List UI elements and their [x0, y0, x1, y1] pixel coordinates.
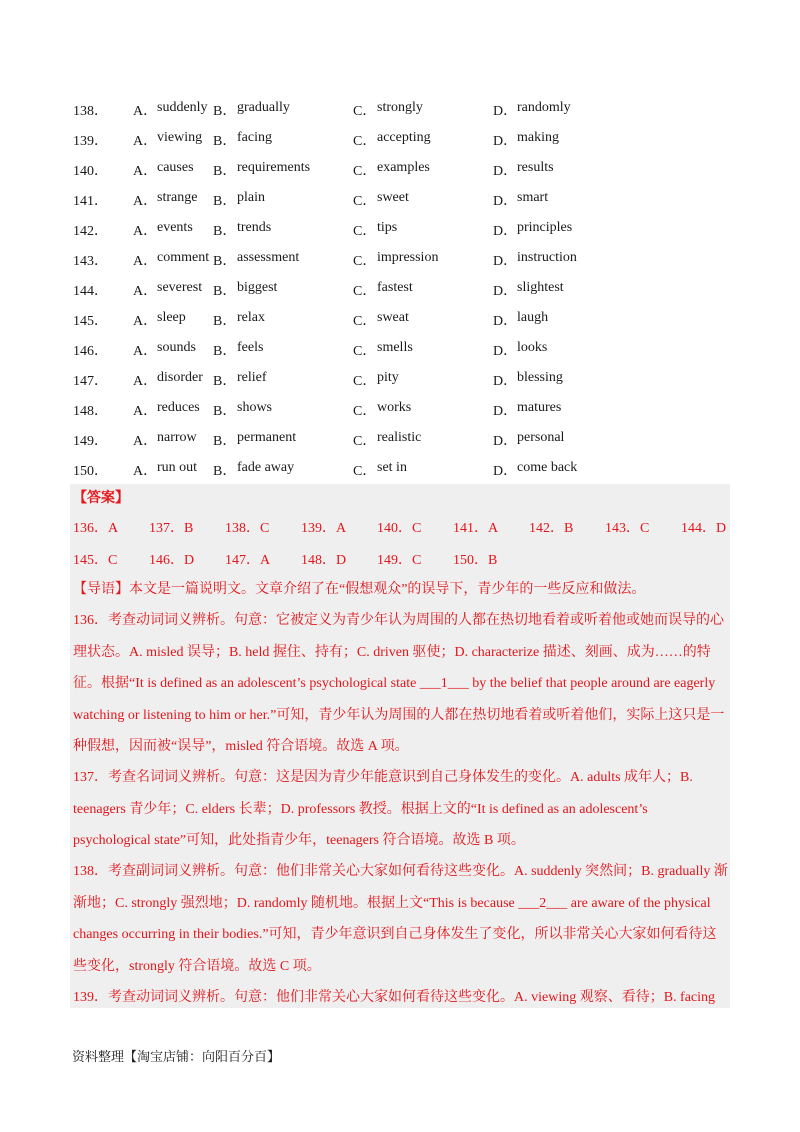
- option-text: fade away: [237, 460, 295, 475]
- option-c: [353, 130, 493, 150]
- option-a: [133, 280, 213, 300]
- option-text: sleep: [157, 310, 186, 325]
- question-number: 144．: [73, 284, 108, 299]
- option-letter: D．: [493, 194, 518, 209]
- option-letter: D．: [493, 224, 518, 239]
- option-text: strange: [157, 190, 198, 205]
- option-text: smart: [517, 190, 549, 205]
- option-letter: C．: [353, 104, 377, 119]
- question-row: [73, 335, 733, 365]
- option-a: [133, 250, 213, 270]
- option-letter: A．: [133, 164, 158, 179]
- option-letter: B．: [213, 194, 237, 209]
- option-a: [133, 400, 213, 420]
- option-text: sweet: [377, 190, 409, 205]
- option-text: laugh: [517, 310, 549, 325]
- option-letter: B．: [213, 344, 237, 359]
- answer-item: 141．A: [453, 521, 499, 536]
- option-b: [213, 460, 353, 480]
- option-letter: B．: [213, 374, 237, 389]
- question-row: [73, 245, 733, 275]
- explanation-138: 138．考查副词词义辨析。句意：他们非常关心大家如何看待这些变化。A. suddenly 突然间；B. gradually 渐渐地；C. strongly 强烈地；D. randomly 随机地。根据上文“This is because ___2___ are aware of the physical changes occurring in their bodies.”可知，青少年意识到自己身体发生了变化，所以非常关心大家如何看待这些变化，strongly 符合语境。故选 C 项。: [73, 864, 728, 974]
- question-row: [73, 155, 733, 185]
- option-letter: C．: [353, 284, 377, 299]
- option-b: [213, 370, 353, 390]
- option-c: [353, 220, 493, 240]
- option-letter: A．: [133, 374, 158, 389]
- answer-item: 137．B: [149, 521, 194, 536]
- option-letter: B．: [213, 164, 237, 179]
- option-letter: B．: [213, 404, 237, 419]
- option-letter: C．: [353, 194, 377, 209]
- question-row: [73, 215, 733, 245]
- question-row: [73, 305, 733, 335]
- question-number: 146．: [73, 344, 108, 359]
- answer-key-row-2: [73, 549, 529, 569]
- option-d: [493, 400, 633, 420]
- explanation-137: 137．考查名词词义辨析。句意：这是因为青少年能意识到自己身体发生的变化。A. adults 成年人；B. teenagers 青少年；C. elders 长辈；D. professors 教授。根据上文的“It is defined as an adolescent’s psychological state”可知，此处指青少年，teenagers 符合语境。故选 B 项。: [73, 770, 693, 848]
- option-text: results: [517, 160, 554, 175]
- option-letter: C．: [353, 464, 377, 479]
- option-text: requirements: [237, 160, 311, 175]
- option-c: [353, 340, 493, 360]
- option-text: fastest: [377, 280, 413, 295]
- option-text: accepting: [377, 130, 431, 145]
- option-letter: D．: [493, 464, 518, 479]
- option-b: [213, 280, 353, 300]
- option-text: slightest: [517, 280, 564, 295]
- explanation-136: 136．考查动词词义辨析。句意：它被定义为青少年认为周围的人都在热切地看着或听着他或她而误导的心理状态。A. misled 误导；B. held 握住、持有；C. driven 驱使；D. characterize 描述、刻画、成为……的特征。根据“It is defined as an adolescent’s psychological state ___1___ by the belief that people around are eagerly watching or listening to him or her.”可知，青少年认为周围的人都在热切地看着或听着他们，实际上这只是一种假想，因而被“误导”，misled 符合语境。故选 A 项。: [73, 613, 725, 754]
- question-number: 142．: [73, 224, 108, 239]
- question-number: 145．: [73, 314, 108, 329]
- answer-item: 136．A: [73, 521, 119, 536]
- answer-item: 144．D: [681, 521, 727, 536]
- option-text: impression: [377, 250, 439, 265]
- option-a: [133, 220, 213, 240]
- option-letter: B．: [213, 434, 237, 449]
- option-c: [353, 370, 493, 390]
- answer-item: 138．C: [225, 521, 270, 536]
- option-text: instruction: [517, 250, 577, 265]
- option-text: sweat: [377, 310, 409, 325]
- footer-note: 资料整理【淘宝店铺：向阳百分百】: [72, 1049, 281, 1064]
- explanation-139: 139．考查动词词义辨析。句意：他们非常关心大家如何看待这些变化。A. viewing 观察、看待；B. facing: [73, 990, 716, 1005]
- option-letter: C．: [353, 254, 377, 269]
- answer-key-row-1: [73, 517, 757, 537]
- option-text: tips: [377, 220, 398, 235]
- option-c: [353, 310, 493, 330]
- question-number: 148．: [73, 404, 108, 419]
- option-letter: A．: [133, 224, 158, 239]
- answer-item: 149．C: [377, 553, 422, 568]
- option-c: [353, 280, 493, 300]
- option-letter: B．: [213, 464, 237, 479]
- answer-heading: 【答案】: [73, 491, 129, 506]
- option-letter: C．: [353, 224, 377, 239]
- option-a: [133, 370, 213, 390]
- option-letter: D．: [493, 344, 518, 359]
- option-c: [353, 400, 493, 420]
- question-options-list: [73, 95, 733, 485]
- option-letter: A．: [133, 404, 158, 419]
- option-b: [213, 130, 353, 150]
- option-a: [133, 460, 213, 480]
- option-text: biggest: [237, 280, 278, 295]
- option-c: [353, 430, 493, 450]
- option-text: smells: [377, 340, 413, 355]
- option-text: narrow: [157, 430, 197, 445]
- option-letter: D．: [493, 164, 518, 179]
- option-text: disorder: [157, 370, 203, 385]
- option-text: sounds: [157, 340, 196, 355]
- option-d: [493, 190, 633, 210]
- option-text: permanent: [237, 430, 297, 445]
- question-row: [73, 275, 733, 305]
- option-letter: D．: [493, 254, 518, 269]
- option-d: [493, 220, 633, 240]
- option-d: [493, 370, 633, 390]
- answer-item: 143．C: [605, 521, 650, 536]
- option-letter: A．: [133, 434, 158, 449]
- question-number: 138．: [73, 104, 108, 119]
- option-c: [353, 100, 493, 120]
- option-d: [493, 130, 633, 150]
- answer-item: 142．B: [529, 521, 574, 536]
- option-letter: D．: [493, 104, 518, 119]
- question-row: [73, 365, 733, 395]
- option-text: assessment: [237, 250, 300, 265]
- option-text: pity: [377, 370, 399, 385]
- question-row: [73, 395, 733, 425]
- option-a: [133, 430, 213, 450]
- option-d: [493, 280, 633, 300]
- option-letter: B．: [213, 254, 237, 269]
- question-row: [73, 455, 733, 485]
- option-b: [213, 220, 353, 240]
- option-d: [493, 430, 633, 450]
- option-letter: D．: [493, 404, 518, 419]
- option-a: [133, 190, 213, 210]
- option-text: severest: [157, 280, 203, 295]
- option-b: [213, 400, 353, 420]
- question-row: [73, 425, 733, 455]
- option-d: [493, 310, 633, 330]
- option-letter: A．: [133, 104, 158, 119]
- option-b: [213, 430, 353, 450]
- option-letter: C．: [353, 374, 377, 389]
- option-letter: C．: [353, 344, 377, 359]
- option-a: [133, 160, 213, 180]
- option-text: randomly: [517, 100, 571, 115]
- option-letter: D．: [493, 434, 518, 449]
- option-text: shows: [237, 400, 273, 415]
- option-text: viewing: [157, 130, 203, 145]
- option-text: matures: [517, 400, 562, 415]
- option-text: feels: [237, 340, 264, 355]
- option-letter: D．: [493, 284, 518, 299]
- option-a: [133, 100, 213, 120]
- question-number: 141．: [73, 194, 108, 209]
- option-c: [353, 190, 493, 210]
- option-b: [213, 340, 353, 360]
- option-b: [213, 160, 353, 180]
- question-row: [73, 95, 733, 125]
- option-text: set in: [377, 460, 407, 475]
- option-text: making: [517, 130, 559, 145]
- option-a: [133, 340, 213, 360]
- option-letter: A．: [133, 284, 158, 299]
- option-letter: A．: [133, 314, 158, 329]
- answer-item: 145．C: [73, 553, 118, 568]
- option-d: [493, 250, 633, 270]
- option-letter: C．: [353, 164, 377, 179]
- option-text: facing: [237, 130, 272, 145]
- question-number: 139．: [73, 134, 108, 149]
- option-d: [493, 100, 633, 120]
- question-number: 149．: [73, 434, 108, 449]
- option-letter: A．: [133, 134, 158, 149]
- option-text: trends: [237, 220, 272, 235]
- answer-section: [70, 484, 730, 1008]
- option-text: principles: [517, 220, 573, 235]
- option-c: [353, 250, 493, 270]
- option-text: examples: [377, 160, 430, 175]
- option-text: looks: [517, 340, 548, 355]
- question-number: 140．: [73, 164, 108, 179]
- answer-item: 147．A: [225, 553, 271, 568]
- option-b: [213, 190, 353, 210]
- option-text: relief: [237, 370, 267, 385]
- question-row: [73, 125, 733, 155]
- option-text: comment: [157, 250, 210, 265]
- option-letter: D．: [493, 134, 518, 149]
- answer-item: 148．D: [301, 553, 347, 568]
- option-text: suddenly: [157, 100, 208, 115]
- option-a: [133, 130, 213, 150]
- option-text: works: [377, 400, 412, 415]
- option-letter: B．: [213, 284, 237, 299]
- option-text: run out: [157, 460, 198, 475]
- guide-paragraph: 【导语】本文是一篇说明文。文章介绍了在“假想观众”的误导下，青少年的一些反应和做法。: [73, 582, 646, 597]
- option-text: blessing: [517, 370, 563, 385]
- option-c: [353, 160, 493, 180]
- option-b: [213, 250, 353, 270]
- option-d: [493, 340, 633, 360]
- option-text: strongly: [377, 100, 423, 115]
- option-b: [213, 100, 353, 120]
- option-letter: B．: [213, 314, 237, 329]
- option-d: [493, 160, 633, 180]
- option-text: plain: [237, 190, 265, 205]
- option-letter: D．: [493, 374, 518, 389]
- answer-item: 146．D: [149, 553, 195, 568]
- option-letter: A．: [133, 254, 158, 269]
- option-text: personal: [517, 430, 565, 445]
- option-a: [133, 310, 213, 330]
- option-letter: B．: [213, 104, 237, 119]
- option-text: relax: [237, 310, 265, 325]
- answer-item: 139．A: [301, 521, 347, 536]
- option-text: causes: [157, 160, 194, 175]
- option-d: [493, 460, 633, 480]
- option-text: gradually: [237, 100, 290, 115]
- option-text: come back: [517, 460, 578, 475]
- option-text: reduces: [157, 400, 200, 415]
- answer-item: 150．B: [453, 553, 498, 568]
- option-c: [353, 460, 493, 480]
- option-letter: C．: [353, 314, 377, 329]
- question-number: 147．: [73, 374, 108, 389]
- option-letter: C．: [353, 134, 377, 149]
- option-letter: A．: [133, 344, 158, 359]
- question-row: [73, 185, 733, 215]
- option-b: [213, 310, 353, 330]
- answer-item: 140．C: [377, 521, 422, 536]
- option-text: events: [157, 220, 193, 235]
- option-letter: B．: [213, 224, 237, 239]
- question-number: 150．: [73, 464, 108, 479]
- option-letter: D．: [493, 314, 518, 329]
- question-number: 143．: [73, 254, 108, 269]
- option-text: realistic: [377, 430, 422, 445]
- option-letter: B．: [213, 134, 237, 149]
- option-letter: C．: [353, 404, 377, 419]
- option-letter: A．: [133, 464, 158, 479]
- option-letter: C．: [353, 434, 377, 449]
- option-letter: A．: [133, 194, 158, 209]
